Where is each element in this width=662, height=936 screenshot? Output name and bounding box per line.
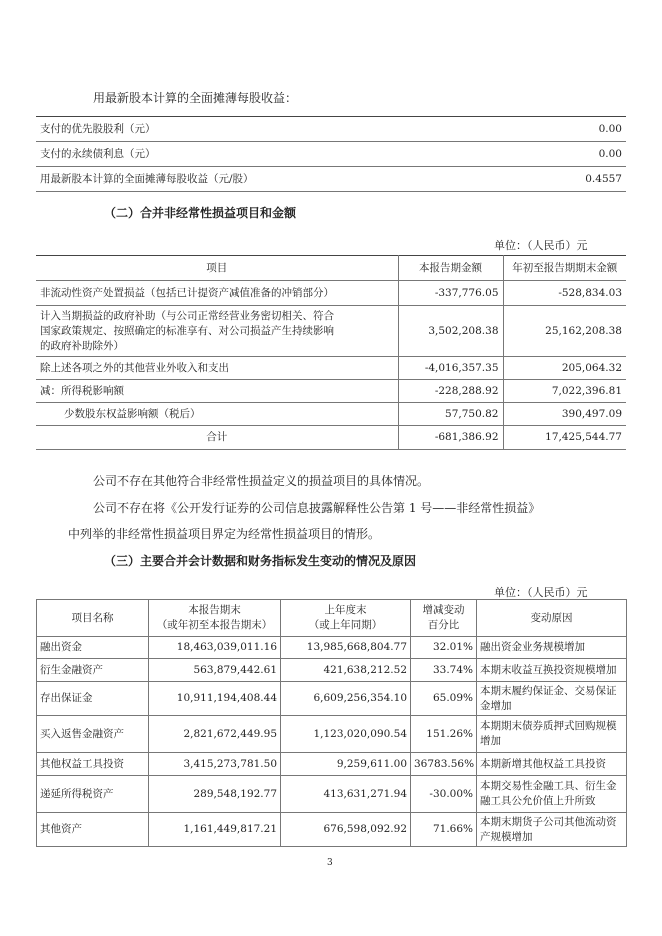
note-paragraph-1: 公司不存在其他符合非经常性损益定义的损益项目的具体情况。 — [93, 474, 430, 488]
header-change-line2: 百分比 — [427, 619, 460, 631]
header-reason: 变动原因 — [477, 600, 627, 637]
table-row — [36, 357, 626, 380]
table-row — [36, 167, 626, 192]
row-prior: 413,631,271.94 — [281, 776, 411, 813]
table-row — [36, 142, 626, 167]
row-item: 除上述各项之外的其他营业外收入和支出 — [36, 357, 398, 380]
eps-value: 0.00 — [516, 117, 626, 142]
eps-table — [36, 116, 626, 192]
total-ytd: 17,425,544.77 — [503, 426, 626, 450]
header-ytd: 年初至报告期期末金额 — [503, 256, 626, 281]
note-paragraph-2: 公司不存在将《公开发行证券的公司信息披露解释性公告第 1 号——非经常性损益》 — [93, 501, 541, 515]
table-row — [37, 813, 627, 847]
header-current-line2: （或年初至本报告期末） — [156, 619, 273, 631]
eps-label: 支付的永续债利息（元） — [36, 142, 516, 167]
table-row — [36, 281, 626, 306]
section2-heading: （二）合并非经常性损益项目和金额 — [104, 206, 297, 220]
row-item-line: 的政府补助除外） — [40, 339, 124, 352]
row-change: 32.01% — [411, 637, 477, 659]
reason-line: 本期交易性金融工具、衍生金 — [480, 780, 617, 792]
row-prior: 6,609,256,354.10 — [281, 682, 411, 716]
note-paragraph-2-cont: 中列举的非经常性损益项目界定为经常性损益项目的情形。 — [68, 527, 381, 541]
section2-unit: 单位：（人民币）元 — [494, 239, 588, 252]
row-current: -228,288.92 — [398, 380, 503, 403]
header-prior-line2: （或上年同期） — [308, 619, 383, 631]
header-prior — [281, 600, 411, 637]
row-ytd: 205,064.32 — [503, 357, 626, 380]
table-header-row — [37, 600, 627, 637]
row-name: 其他资产 — [37, 813, 149, 847]
row-reason: 融出资金业务规模增加 — [477, 637, 627, 659]
row-current: 1,161,449,817.21 — [149, 813, 281, 847]
table-row — [37, 682, 627, 716]
section3-heading: （三）主要合并会计数据和财务指标发生变动的情况及原因 — [104, 554, 417, 568]
header-current-line1: 本报告期末 — [188, 604, 241, 616]
table-row — [37, 753, 627, 776]
row-reason: 本期新增其他权益工具投资 — [477, 753, 627, 776]
total-current: -681,386.92 — [398, 426, 503, 450]
header-name: 项目名称 — [37, 600, 149, 637]
row-current: 2,821,672,449.95 — [149, 716, 281, 753]
row-reason — [477, 813, 627, 847]
row-name: 其他权益工具投资 — [37, 753, 149, 776]
row-current: 289,548,192.77 — [149, 776, 281, 813]
row-prior: 421,638,212.52 — [281, 659, 411, 682]
header-prior-line1: 上年度末 — [324, 604, 367, 616]
table-row — [36, 380, 626, 403]
row-reason — [477, 716, 627, 753]
row-ytd: 7,022,396.81 — [503, 380, 626, 403]
row-name: 买入返售金融资产 — [37, 716, 149, 753]
row-reason: 本期末收益互换投资规模增加 — [477, 659, 627, 682]
reason-line: 增加 — [480, 735, 501, 747]
total-label: 合计 — [36, 426, 398, 450]
row-change: 65.09% — [411, 682, 477, 716]
changes-table — [36, 599, 627, 847]
table-header-row — [36, 256, 626, 281]
row-ytd: 390,497.09 — [503, 403, 626, 426]
row-change: 36783.56% — [411, 753, 477, 776]
table-row — [37, 776, 627, 813]
header-change — [411, 600, 477, 637]
header-current: 本报告期金额 — [398, 256, 503, 281]
row-item-line: 计入当期损益的政府补助（与公司正常经营业务密切相关、符合 — [40, 309, 334, 322]
row-prior: 9,259,611.00 — [281, 753, 411, 776]
reason-line: 本期末履约保证金、交易保证 — [480, 684, 617, 697]
row-current: 563,879,442.61 — [149, 659, 281, 682]
row-name: 衍生金融资产 — [37, 659, 149, 682]
row-current: 10,911,194,408.44 — [149, 682, 281, 716]
eps-value: 0.00 — [516, 142, 626, 167]
row-ytd: 25,162,208.38 — [503, 306, 626, 357]
row-change: 71.66% — [411, 813, 477, 847]
table-row — [36, 117, 626, 142]
row-item — [36, 306, 398, 357]
row-change: 151.26% — [411, 716, 477, 753]
table-total-row — [36, 426, 626, 450]
row-name: 递延所得税资产 — [37, 776, 149, 813]
table-row — [37, 716, 627, 753]
reason-line: 金增加 — [480, 699, 512, 712]
section3-unit: 单位：（人民币）元 — [494, 586, 588, 599]
row-current: 57,750.82 — [398, 403, 503, 426]
header-item: 项目 — [36, 256, 398, 281]
non-recurring-table — [36, 255, 626, 450]
row-item-line: 国家政策规定、按照确定的标准享有、对公司损益产生持续影响 — [40, 324, 334, 337]
table-row — [36, 403, 626, 426]
reason-line: 产规模增加 — [480, 830, 533, 843]
row-change: 33.74% — [411, 659, 477, 682]
row-item: 少数股东权益影响额（税后） — [36, 403, 398, 426]
row-current: -4,016,357.35 — [398, 357, 503, 380]
row-item: 非流动性资产处置损益（包括已计提资产减值准备的冲销部分） — [36, 281, 398, 306]
row-reason — [477, 776, 627, 813]
row-change: -30.00% — [411, 776, 477, 813]
eps-value: 0.4557 — [516, 167, 626, 192]
table-row — [36, 306, 626, 357]
row-name: 融出资金 — [37, 637, 149, 659]
row-prior: 13,985,668,804.77 — [281, 637, 411, 659]
row-current: 3,415,273,781.50 — [149, 753, 281, 776]
reason-line: 本期末期货子公司其他流动资 — [480, 815, 617, 828]
header-change-line1: 增减变动 — [422, 604, 465, 616]
eps-label: 用最新股本计算的全面摊薄每股收益（元/股） — [36, 167, 516, 192]
header-current — [149, 600, 281, 637]
row-ytd: -528,834.03 — [503, 281, 626, 306]
row-prior: 676,598,092.92 — [281, 813, 411, 847]
row-item: 减：所得税影响额 — [36, 380, 398, 403]
table-row — [37, 659, 627, 682]
page-number: 3 — [327, 858, 333, 868]
eps-label: 支付的优先股股利（元） — [36, 117, 516, 142]
eps-intro-line: 用最新股本计算的全面摊薄每股收益： — [93, 91, 298, 105]
row-current: 18,463,039,011.16 — [149, 637, 281, 659]
table-row — [37, 637, 627, 659]
row-current: -337,776.05 — [398, 281, 503, 306]
row-current: 3,502,208.38 — [398, 306, 503, 357]
row-name: 存出保证金 — [37, 682, 149, 716]
reason-line: 融工具公允价值上升所致 — [480, 795, 596, 807]
reason-line: 本期期末债券质押式回购规模 — [480, 720, 617, 732]
row-prior: 1,123,020,090.54 — [281, 716, 411, 753]
row-reason — [477, 682, 627, 716]
